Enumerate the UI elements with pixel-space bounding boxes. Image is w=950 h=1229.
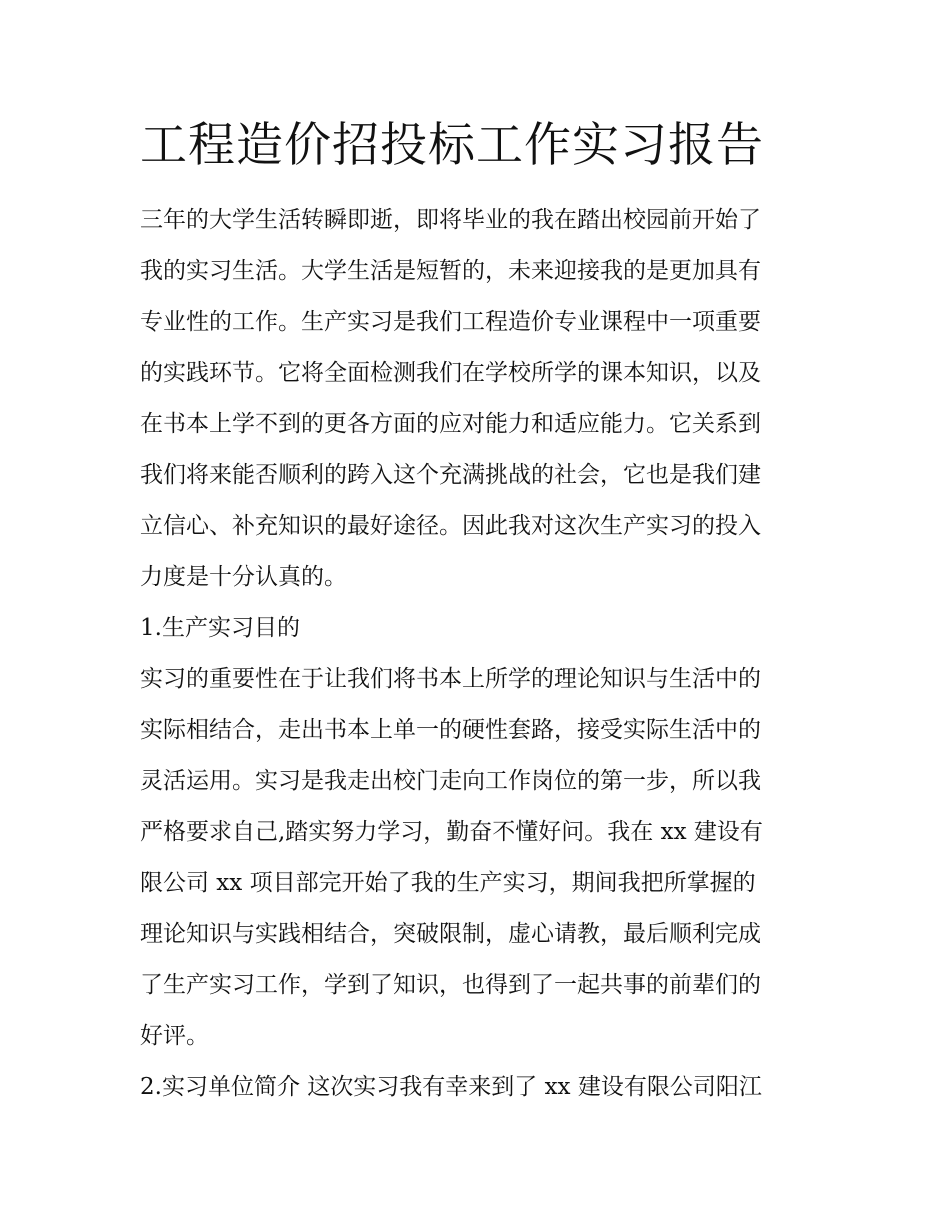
body-line: 我的实习生活。大学生活是短暂的，未来迎接我的是更加具有 [140, 258, 761, 284]
section-heading: 2.实习单位简介 这次实习我有幸来到了 xx 建设有限公司阳江 [140, 1074, 762, 1100]
body-line: 在书本上学不到的更各方面的应对能力和适应能力。它关系到 [140, 411, 761, 437]
section-heading: 1.生产实习目的 [140, 615, 300, 641]
body-line: 实际相结合，走出书本上单一的硬性套路，接受实际生活中的 [140, 717, 761, 743]
body-line: 力度是十分认真的。 [140, 564, 347, 590]
body-line: 严格要求自己,踏实努力学习，勤奋不懂好问。我在 xx 建设有 [140, 819, 763, 845]
body-line: 我们将来能否顺利的跨入这个充满挑战的社会，它也是我们建 [140, 462, 761, 488]
body-line: 限公司 xx 项目部完开始了我的生产实习，期间我把所掌握的 [140, 870, 756, 896]
body-line: 好评。 [140, 1023, 209, 1049]
body-line: 灵活运用。实习是我走出校门走向工作岗位的第一步，所以我 [140, 768, 761, 794]
body-line: 专业性的工作。生产实习是我们工程造价专业课程中一项重要 [140, 309, 761, 335]
body-line: 的实践环节。它将全面检测我们在学校所学的课本知识，以及 [140, 360, 761, 386]
document-title: 工程造价招投标工作实习报告 [140, 118, 764, 173]
body-line: 立信心、补充知识的最好途径。因此我对这次生产实习的投入 [140, 513, 761, 539]
body-line: 理论知识与实践相结合，突破限制，虚心请教，最后顺利完成 [140, 921, 761, 947]
body-line: 三年的大学生活转瞬即逝，即将毕业的我在踏出校园前开始了 [140, 207, 761, 233]
body-line: 了生产实习工作，学到了知识，也得到了一起共事的前辈们的 [140, 972, 761, 998]
body-line: 实习的重要性在于让我们将书本上所学的理论知识与生活中的 [140, 666, 761, 692]
